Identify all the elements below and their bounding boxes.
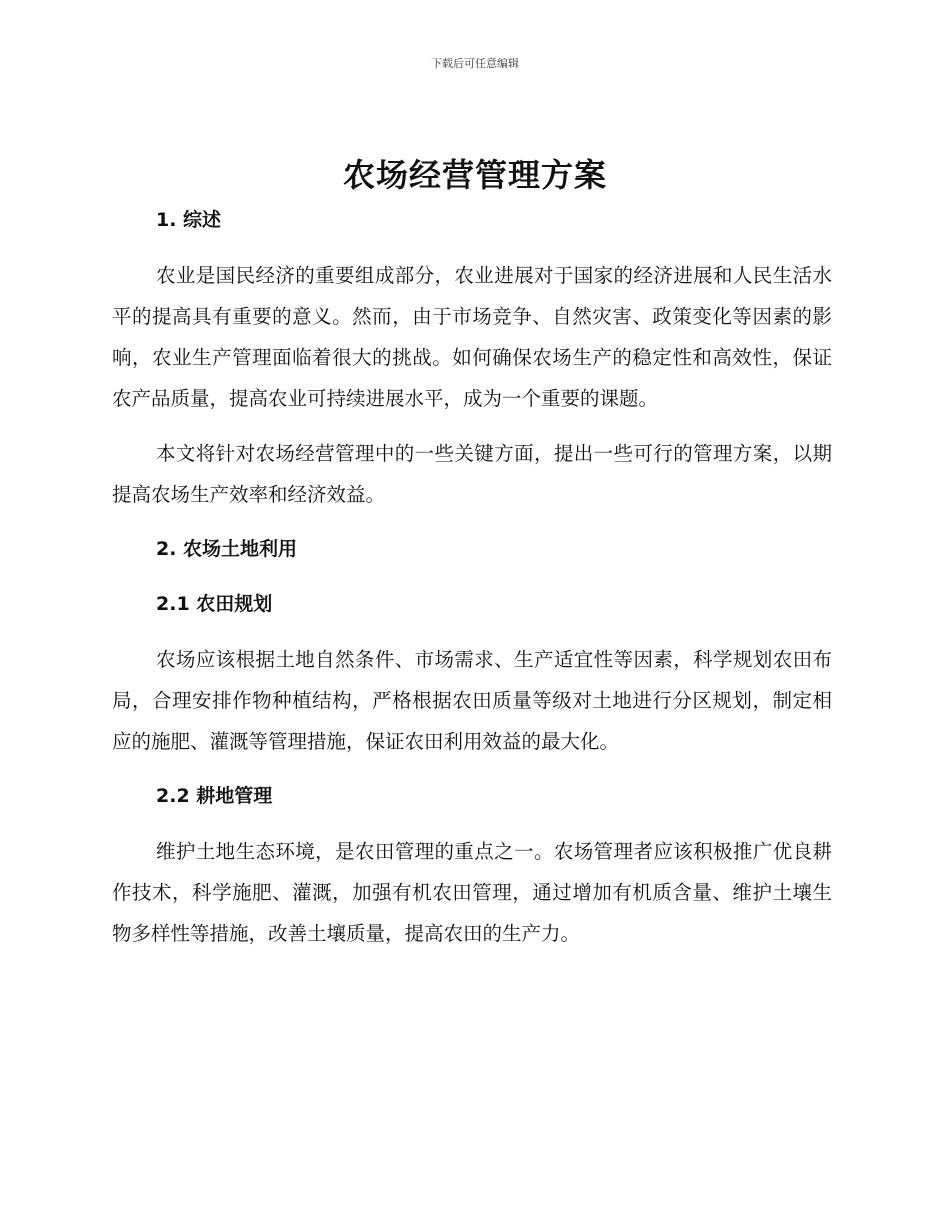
- paragraph-farmland-planning: 农场应该根据土地自然条件、市场需求、生产适宜性等因素，科学规划农田布局，合理安排作物种植结构，严格根据农田质量等级对土地进行分区规划，制定相应的施肥、灌溉等管理措施，保证农田利用效益的最大化。: [112, 648, 832, 753]
- section-heading-land-use: 2. 农场土地利用: [156, 538, 298, 560]
- section-heading-overview: 1. 综述: [156, 209, 222, 231]
- subsection-heading-cultivated-land: 2.2 耕地管理: [156, 785, 273, 807]
- document-body: [112, 200, 832, 954]
- paragraph-cultivated-land: 维护土地生态环境，是农田管理的重点之一。农场管理者应该积极推广优良耕作技术，科学施肥、灌溉，加强有机农田管理，通过增加有机质含量、维护土壤生物多样性等措施，改善土壤质量，提高农田的生产力。: [112, 840, 832, 945]
- document-title: 农场经营管理方案: [342, 156, 607, 194]
- page-header-note: 下载后可任意编辑: [431, 57, 519, 70]
- paragraph-overview-2: 本文将针对农场经营管理中的一些关键方面，提出一些可行的管理方案，以期提高农场生产效率和经济效益。: [112, 442, 832, 506]
- paragraph-overview-1: 农业是国民经济的重要组成部分，农业进展对于国家的经济进展和人民生活水平的提高具有重要的意义。然而，由于市场竞争、自然灾害、政策变化等因素的影响，农业生产管理面临着很大的挑战。如何确保农场生产的稳定性和高效性，保证农产品质量，提高农业可持续进展水平，成为一个重要的课题。: [112, 264, 832, 410]
- subsection-heading-farmland-planning: 2.1 农田规划: [156, 593, 273, 615]
